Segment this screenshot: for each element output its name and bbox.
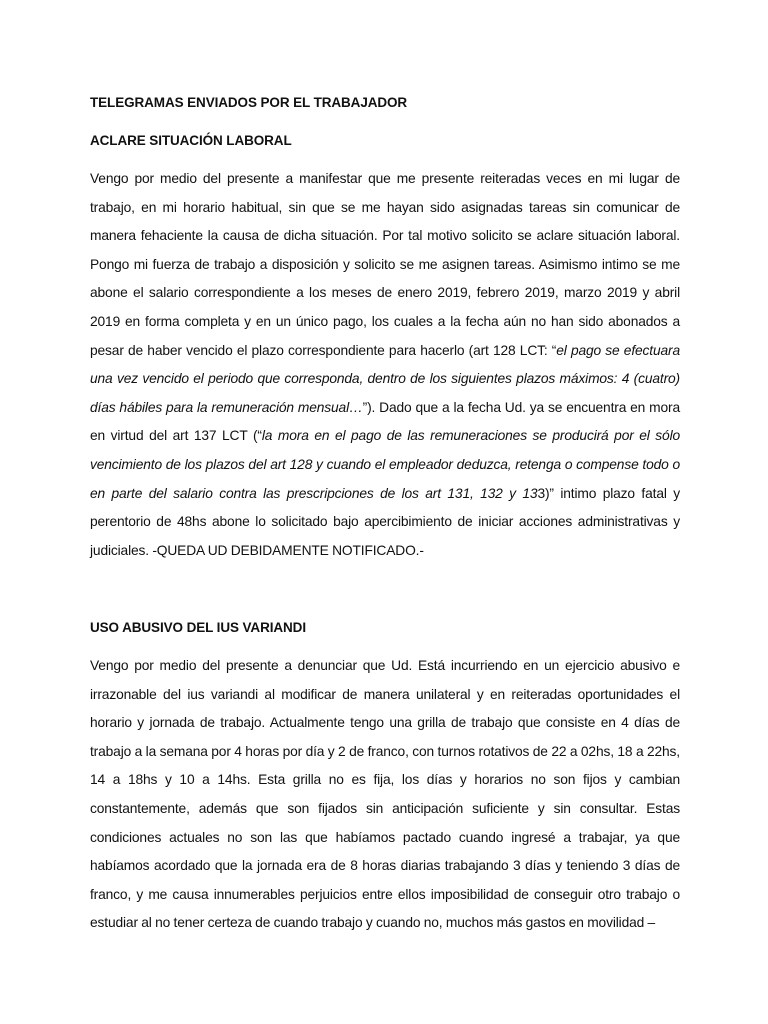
section-paragraph-aclare-situacion — [90, 165, 680, 565]
paragraph-text: ”). Dado que a la fecha Ud. ya se encuentra en mora en virtud del art 137 LCT (“ — [90, 399, 680, 444]
quoted-law-text: la mora en el pago de las remuneraciones se producirá por el sólo vencimiento de los plazos del art 128 y cuando el empleador deduzca, retenga o compense todo o en parte del salario contra las prescripciones de los art 131, 132 y 13 — [90, 428, 681, 501]
paragraph-text: 3)” intimo plazo fatal y perentorio de 48hs abone lo solicitado bajo apercibimiento de iniciar acciones administrativas y judiciales. -QUEDA UD DEBIDAMENTE NOTIFICADO.- — [90, 485, 680, 558]
section-heading-aclare-situacion: ACLARE SITUACIÓN LABORAL — [90, 133, 292, 148]
paragraph-text: Vengo por medio del presente a manifestar que me presente reiteradas veces en mi lugar de trabajo, en mi horario habitual, sin que se me hayan sido asignadas tareas sin comunicar de manera fehaciente la causa de dicha situación. Por tal motivo solicito se aclare situación laboral. Pongo mi fuerza de trabajo a disposición y solicito se me asignen tareas. Asimismo intimo se me abone el salario correspondiente a los meses de enero 2019, febrero 2019, marzo 2019 y abril 2019 en forma completa y en un único pago, los cuales a la fecha aún no han sido abonados a pesar de haber vencido el plazo correspondiente para hacerlo (art 128 LCT: “ — [90, 171, 680, 358]
section-paragraph-ius-variandi: Vengo por medio del presente a denunciar que Ud. Está incurriendo en un ejercicio abusivo e irrazonable del ius variandi al modificar de manera unilateral y en reiteradas oportunidades el horario y jornada de trabajo. Actualmente tengo una grilla de trabajo que consiste en 4 días de trabajo a la semana por 4 horas por día y 2 de franco, con turnos rotativos de 22 a 02hs, 18 a 22hs, 14 a 18hs y 10 a 14hs. Esta grilla no es fija, los días y horarios no son fijos y cambian constantemente, además que son fijados sin anticipación suficiente y sin consultar. Estas condiciones actuales no son las que habíamos pactado cuando ingresé a trabajar, ya que habíamos acordado que la jornada era de 8 horas diarias trabajando 3 días y teniendo 3 días de franco, y me causa innumerables perjuicios entre ellos imposibilidad de conseguir otro trabajo o estudiar al no tener certeza de cuando trabajo y cuando no, muchos más gastos en movilidad – — [90, 658, 680, 931]
document-title: TELEGRAMAS ENVIADOS POR EL TRABAJADOR — [90, 95, 408, 110]
section-heading-ius-variandi: USO ABUSIVO DEL IUS VARIANDI — [90, 620, 306, 635]
quoted-law-text: el pago se efectuara una vez vencido el periodo que corresponda, dentro de los siguientes plazos máximos: 4 (cuatro) días hábiles para la remuneración mensual… — [90, 342, 680, 415]
